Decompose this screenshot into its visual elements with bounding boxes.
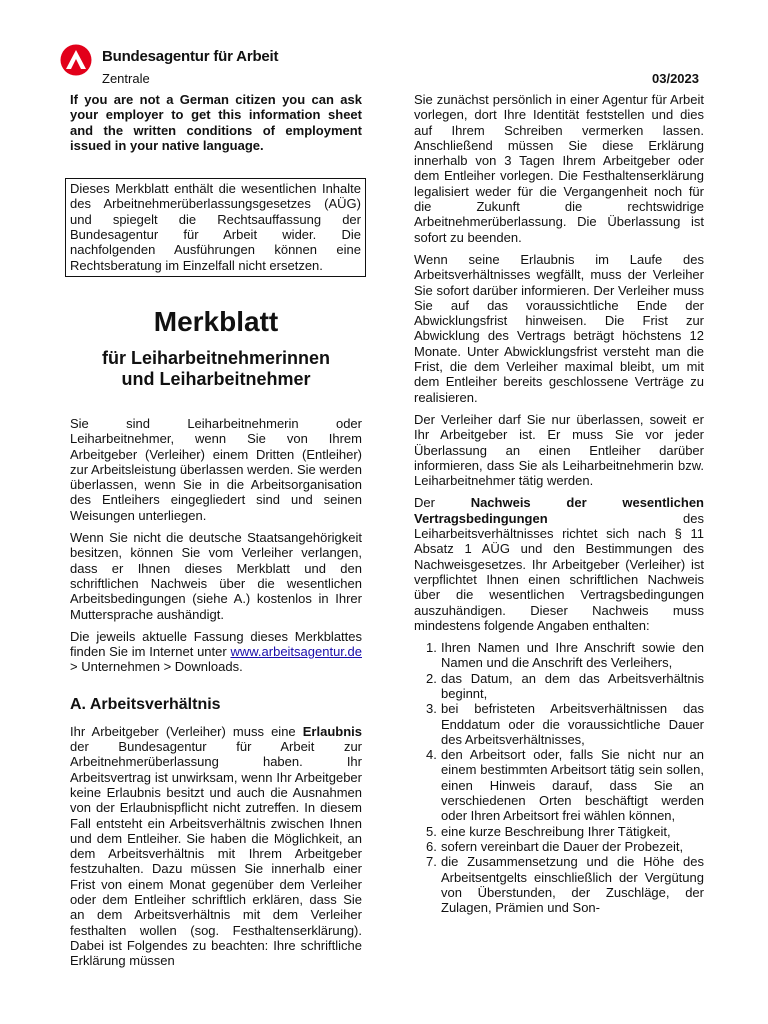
subtitle-line-2: und Leiharbeitnehmer [121, 368, 311, 389]
legal-info-text: Dieses Merkblatt enthält die wesentlichen Inhalte des Arbeitnehmerüberlassungsgesetzes (AÜG) und spiegelt die Rechtsauffassung der Bundesagentur für Arbeit wider. Die nachfolgenden Ausführungen können eine Rechtsberatung im Einzelfall nicht ersetzen. [70, 181, 361, 273]
subtitle-line-1: für Leiharbeitnehmerinnen [101, 347, 331, 368]
arbeitsagentur-link[interactable]: www.arbeitsagentur.de [230, 644, 362, 660]
foreign-citizen-notice: If you are not a German citizen you can ask your employer to get this information sheet and the written conditions of employment issued in your native language. [70, 92, 362, 153]
list-item: 6. sofern vereinbart die Dauer der Probezeit, [426, 838, 684, 854]
permit-term: Erlaubnis [302, 723, 362, 739]
list-item: 3. bei befristeten Arbeitsverhältnissen das Enddatum oder die voraussichtliche Dauer des Arbeitsverhältnisses, [426, 701, 704, 747]
evidence-term: Nachweis der wesentlichen Vertragsbedingungen [414, 495, 704, 526]
document-subtitle [70, 348, 362, 390]
document-date: 03/2023 [652, 71, 699, 86]
section-a-heading: A. Arbeitsverhältnis [70, 695, 221, 713]
document-title: Merkblatt [153, 305, 279, 337]
legal-info-box [65, 178, 366, 277]
org-name: Bundesagentur für Arbeit [102, 48, 279, 65]
current-version-path: > Unternehmen > Downloads. [70, 659, 243, 675]
list-item: 4. den Arbeitsort oder, falls Sie nicht nur an einem bestimmten Arbeitsort tätig sein sollen, einen Hinweis darauf, dass Sie an verschiedenen Orten beschäftigt werden oder Ihren Arbeitsort frei wählen können, [426, 747, 704, 824]
list-item: 7. die Zusammensetzung und die Höhe des Arbeitsentgelts einschließlich der Vergütung von Überstunden, der Zuschläge, der Zulagen, Prämien und Son- [426, 854, 704, 916]
paragraph-declaration: Sie zunächst persönlich in einer Agentur für Arbeit vorlegen, dort Ihre Identität feststellen und dies auf Ihrem Schreiben vermerken lassen. Anschließend müssen Sie diese Erklärung innerhalb von 3 Tagen Ihrem Arbeitgeber oder dem Entleiher vorlegen. Die Festhaltenserklärung legalisiert weder für die Vergangenheit noch für die Zukunft die rechtswidrige Arbeitnehmerüberlassung. Die Überlassung ist sofort zu beenden. [414, 92, 704, 245]
paragraph-permit: Ihr Arbeitgeber (Verleiher) muss eine Erlaubnis der Bundesagentur für Arbeit zur Arbeitnehmerüberlassung haben. Ihr Arbeitsvertrag ist unwirksam, wenn Ihr Arbeitgeber keine Erlaubnis besitzt und auch die Ausnahmen von der Erlaubnispflicht nicht zutreffen. In diesem Fall entsteht ein Arbeitsverhältnis zwischen Ihnen und dem Entleiher. Sie haben die Möglichkeit, an dem Arbeitsverhältnis mit Ihrem Arbeitgeber festzuhalten. Dazu müssen Sie innerhalb einer Frist von einem Monat gegenüber dem Verleiher oder dem Entleiher schriftlich erklären, dass Sie an dem Arbeitsverhältnis mit dem Verleiher festhalten wollen (sog. Festhaltenserklärung). Dabei ist Folgendes zu beachten: Ihre schriftliche Erklärung müssen [70, 723, 362, 969]
paragraph-permit-loss: Wenn seine Erlaubnis im Laufe des Arbeitsverhältnisses wegfällt, muss der Verleiher Sie sofort darüber informieren. Der Verleiher muss Sie auf das voraussichtliche Ende der Abwicklungsfrist hinweisen. Die Frist zur Abwicklung des Vertrags beträgt höchstens 12 Monate. Unter Abwicklungsfrist versteht man die Frist, die dem Verleiher maximal bleibt, um mit dem Entleiher bereits geschlossene Verträge zu realisieren. [414, 251, 704, 405]
paragraph-current-version [70, 629, 362, 675]
list-item: 1. Ihren Namen und Ihre Anschrift sowie den Namen und die Anschrift des Verleihers, [426, 640, 704, 671]
paragraph-native-language: Wenn Sie nicht die deutsche Staatsangehörigkeit besitzen, können Sie vom Verleiher verlangen, dass er Ihnen dieses Merkblatt und den schriftlichen Nachweis über die wesentlichen Arbeitsbedingungen (siehe A.) kostenlos in Ihrer Muttersprache aushändigt. [70, 530, 362, 622]
left-column [70, 92, 362, 975]
org-subtitle: Zentrale [102, 71, 150, 86]
right-column [414, 92, 704, 915]
evidence-list [414, 640, 704, 915]
paragraph-lending: Der Verleiher darf Sie nur überlassen, soweit er Ihr Arbeitgeber ist. Er muss Sie vor jeder Überlassung an einen Entleiher darüber informieren, dass Sie als Leiharbeitnehmerin bzw. Leiharbeitnehmer tätig werden. [414, 411, 704, 489]
list-item: 2. das Datum, an dem das Arbeitsverhältnis beginnt, [426, 670, 704, 701]
paragraph-definition: Sie sind Leiharbeitnehmerin oder Leiharbeitnehmer, wenn Sie von Ihrem Arbeitgeber (Verleiher) einem Dritten (Entleiher) zur Arbeitsleistung überlassen werden. Sie werden überlassen, wenn Sie in die Arbeitsorganisation des Entleihers eingegliedert sind und seinen Weisungen unterliegen. [70, 415, 362, 523]
paragraph-evidence: Der Nachweis der wesentlichen Vertragsbedingungen des Leiharbeitsverhältnisses richtet sich nach § 11 Absatz 1 AÜG und den Bestimmungen des Nachweisgesetzes. Ihr Arbeitgeber (Verleiher) ist verpflichtet Ihnen einen schriftlichen Nachweis über die wesentlichen Vertragsbedingungen auszuhändigen. Dieser Nachweis muss mindestens folgende Angaben enthalten: [414, 495, 704, 633]
ba-logo-icon [60, 44, 92, 76]
current-version-text: Die jeweils aktuelle Fassung dieses Merkblattes finden Sie im Internet unter [70, 628, 362, 660]
list-item: 5. eine kurze Beschreibung Ihrer Tätigkeit, [426, 823, 671, 839]
